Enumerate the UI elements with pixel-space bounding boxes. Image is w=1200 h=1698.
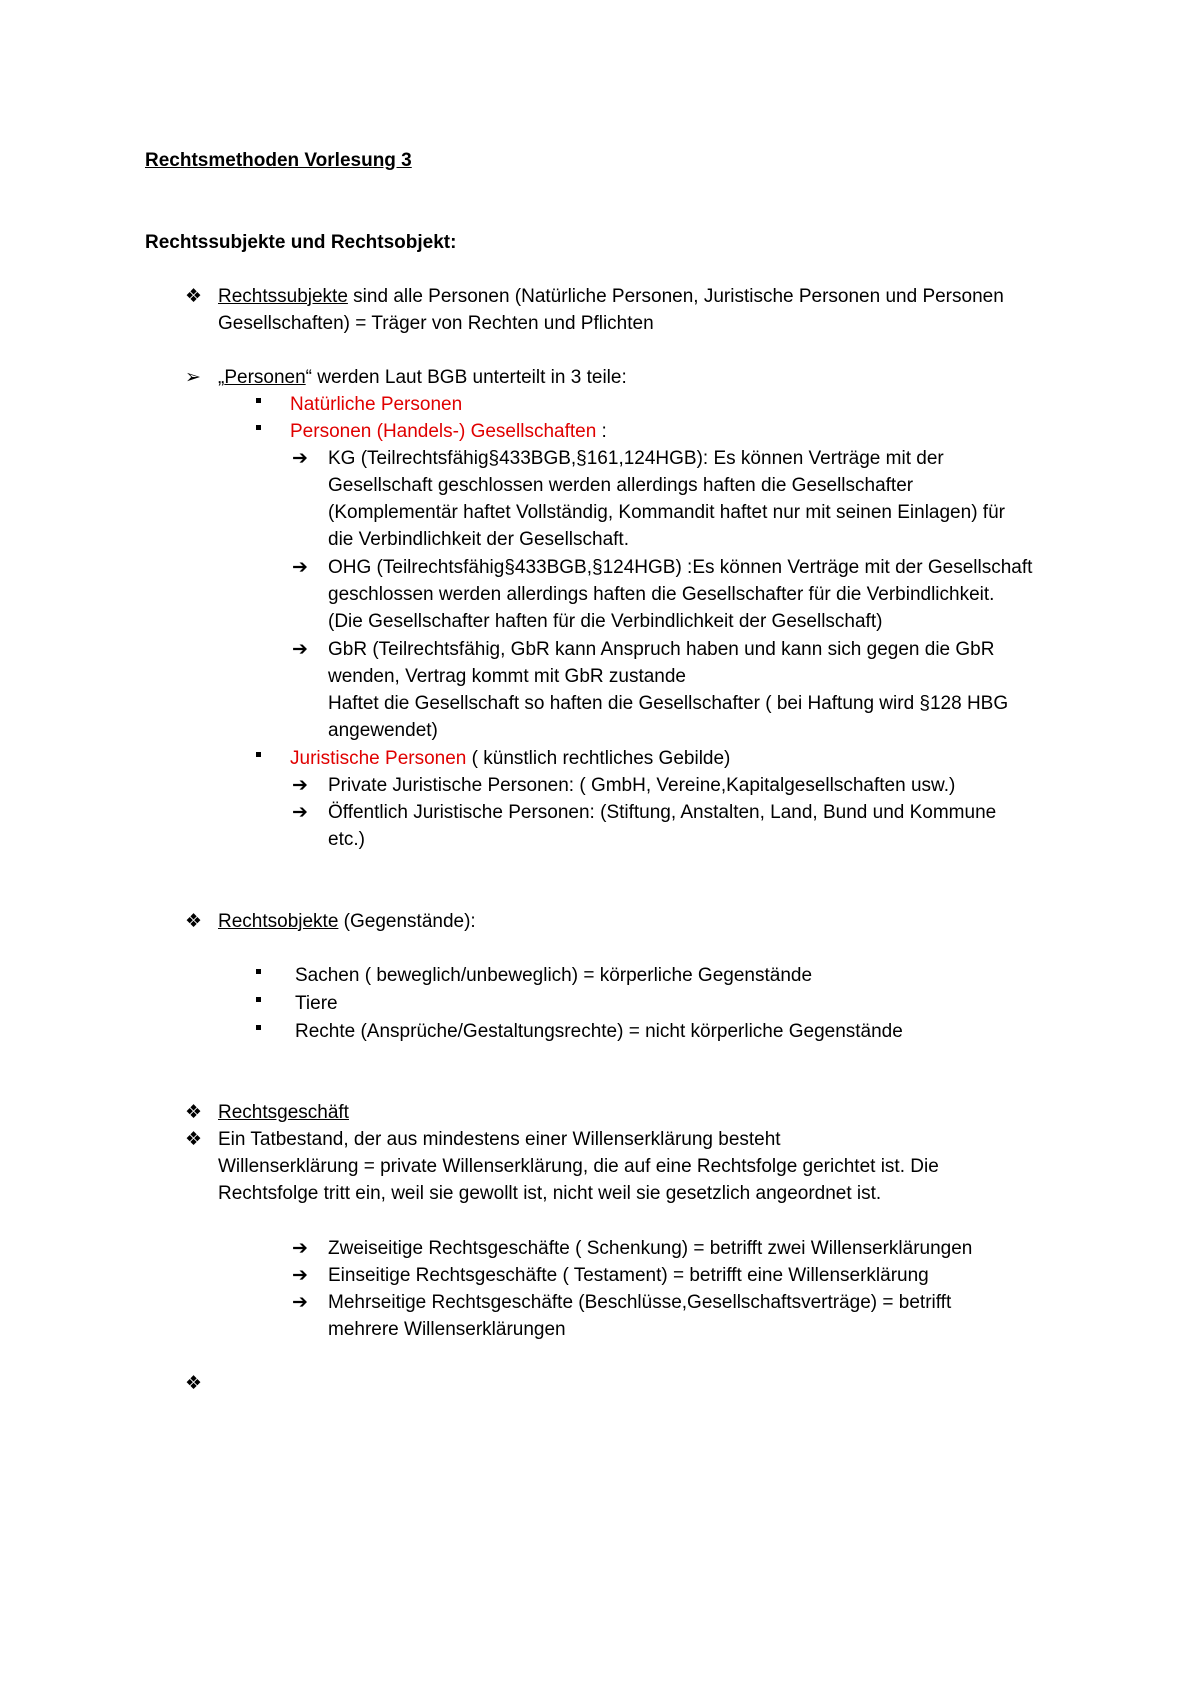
square-bullet-icon <box>256 752 261 757</box>
ohg-line: OHG (Teilrechtsfähig§433BGB,§124HGB) :Es können Verträge mit der Gesellschaft <box>328 557 1033 578</box>
rechtsobjekte-text: (Gegenstände): <box>338 911 476 932</box>
ohg-line: (Die Gesellschafter haften für die Verbindlichkeit der Gesellschaft) <box>328 611 883 632</box>
objekt-item: Rechte (Ansprüche/Gestaltungsrechte) = nicht körperliche Gegenstände <box>295 1021 903 1042</box>
arrowhead-bullet-icon: ➢ <box>185 367 201 388</box>
objekt-item: Sachen ( beweglich/unbeweglich) = körperliche Gegenstände <box>295 965 813 986</box>
rechtssubjekte-term: Rechtssubjekte <box>218 286 348 307</box>
square-bullet-icon <box>256 969 261 974</box>
diamond-bullet-icon: ❖ <box>185 1129 203 1150</box>
rechtsobjekte-paragraph <box>218 908 476 935</box>
personen-term: Personen <box>224 367 306 388</box>
handels-gesellschaften-item <box>290 418 607 445</box>
square-bullet-icon <box>256 398 261 403</box>
arrow-bullet-icon: ➔ <box>292 775 308 796</box>
section-heading: Rechtssubjekte und Rechtsobjekt: <box>145 232 457 253</box>
objekt-item: Tiere <box>295 993 338 1014</box>
rechtssubjekte-text-line2: Gesellschaften) = Träger von Rechten und Pflichten <box>218 313 654 334</box>
diamond-bullet-icon: ❖ <box>185 1373 203 1394</box>
rechtsgeschaeft-type: Einseitige Rechtsgeschäfte ( Testament) = betrifft eine Willenserklärung <box>328 1265 929 1286</box>
rechtsgeschaeft-term: Rechtsgeschäft <box>218 1102 349 1123</box>
diamond-bullet-icon: ❖ <box>185 286 203 307</box>
gbr-line: wenden, Vertrag kommt mit GbR zustande <box>328 666 686 687</box>
gbr-line: angewendet) <box>328 720 438 741</box>
square-bullet-icon <box>256 997 261 1002</box>
arrow-bullet-icon: ➔ <box>292 1292 308 1313</box>
rechtssubjekte-paragraph <box>218 283 1004 310</box>
handels-gesellschaften-colon: : <box>596 421 607 442</box>
diamond-bullet-icon: ❖ <box>185 911 203 932</box>
handels-gesellschaften-label: Personen (Handels-) Gesellschaften <box>290 421 597 442</box>
kg-line: (Komplementär haftet Vollständig, Kommandit haftet nur mit seinen Einlagen) für <box>328 502 1005 523</box>
arrow-bullet-icon: ➔ <box>292 802 308 823</box>
document-title: Rechtsmethoden Vorlesung 3 <box>145 150 412 171</box>
natuerliche-personen-label: Natürliche Personen <box>290 394 463 415</box>
kg-line: Gesellschaft geschlossen werden allerdings haften die Gesellschafter <box>328 475 914 496</box>
rechtssubjekte-text: sind alle Personen (Natürliche Personen, Juristische Personen und Personen <box>347 286 1004 307</box>
arrow-bullet-icon: ➔ <box>292 1265 308 1286</box>
juristische-personen-label: Juristische Personen <box>290 748 467 769</box>
square-bullet-icon <box>256 1025 261 1030</box>
rechtsgeschaeft-type: Mehrseitige Rechtsgeschäfte (Beschlüsse,Gesellschaftsverträge) = betrifft <box>328 1292 952 1313</box>
private-juristische-personen: Private Juristische Personen: ( GmbH, Vereine,Kapitalgesellschaften usw.) <box>328 775 956 796</box>
arrow-bullet-icon: ➔ <box>292 448 308 469</box>
rechtsgeschaeft-type-line2: mehrere Willenserklärungen <box>328 1319 566 1340</box>
rechtsgeschaeft-type: Zweiseitige Rechtsgeschäfte ( Schenkung) = betrifft zwei Willenserklärungen <box>328 1238 973 1259</box>
diamond-bullet-icon: ❖ <box>185 1102 203 1123</box>
tatbestand-line: Rechtsfolge tritt ein, weil sie gewollt ist, nicht weil sie gesetzlich angeordnet ist. <box>218 1183 882 1204</box>
oeffentlich-juristische-personen-line2: etc.) <box>328 829 365 850</box>
personen-paragraph <box>218 364 627 391</box>
arrow-bullet-icon: ➔ <box>292 557 308 578</box>
quote-open: „ <box>218 367 225 388</box>
arrow-bullet-icon: ➔ <box>292 1238 308 1259</box>
gbr-line: Haftet die Gesellschaft so haften die Gesellschafter ( bei Haftung wird §128 HBG <box>328 693 1009 714</box>
personen-text: “ werden Laut BGB unterteilt in 3 teile: <box>305 367 627 388</box>
gbr-line: GbR (Teilrechtsfähig, GbR kann Anspruch haben und kann sich gegen die GbR <box>328 639 995 660</box>
ohg-line: geschlossen werden allerdings haften die Gesellschafter für die Verbindlichkeit. <box>328 584 995 605</box>
tatbestand-line: Willenserklärung = private Willenserklärung, die auf eine Rechtsfolge gerichtet ist. Die <box>218 1156 939 1177</box>
arrow-bullet-icon: ➔ <box>292 639 308 660</box>
kg-line: KG (Teilrechtsfähig§433BGB,§161,124HGB): Es können Verträge mit der <box>328 448 944 469</box>
square-bullet-icon <box>256 425 261 430</box>
juristische-personen-text: ( künstlich rechtliches Gebilde) <box>466 748 731 769</box>
tatbestand-line: Ein Tatbestand, der aus mindestens einer Willenserklärung besteht <box>218 1129 781 1150</box>
juristische-personen-item <box>290 745 730 772</box>
oeffentlich-juristische-personen: Öffentlich Juristische Personen: (Stiftung, Anstalten, Land, Bund und Kommune <box>328 802 997 823</box>
rechtsobjekte-term: Rechtsobjekte <box>218 911 339 932</box>
kg-line: die Verbindlichkeit der Gesellschaft. <box>328 529 629 550</box>
